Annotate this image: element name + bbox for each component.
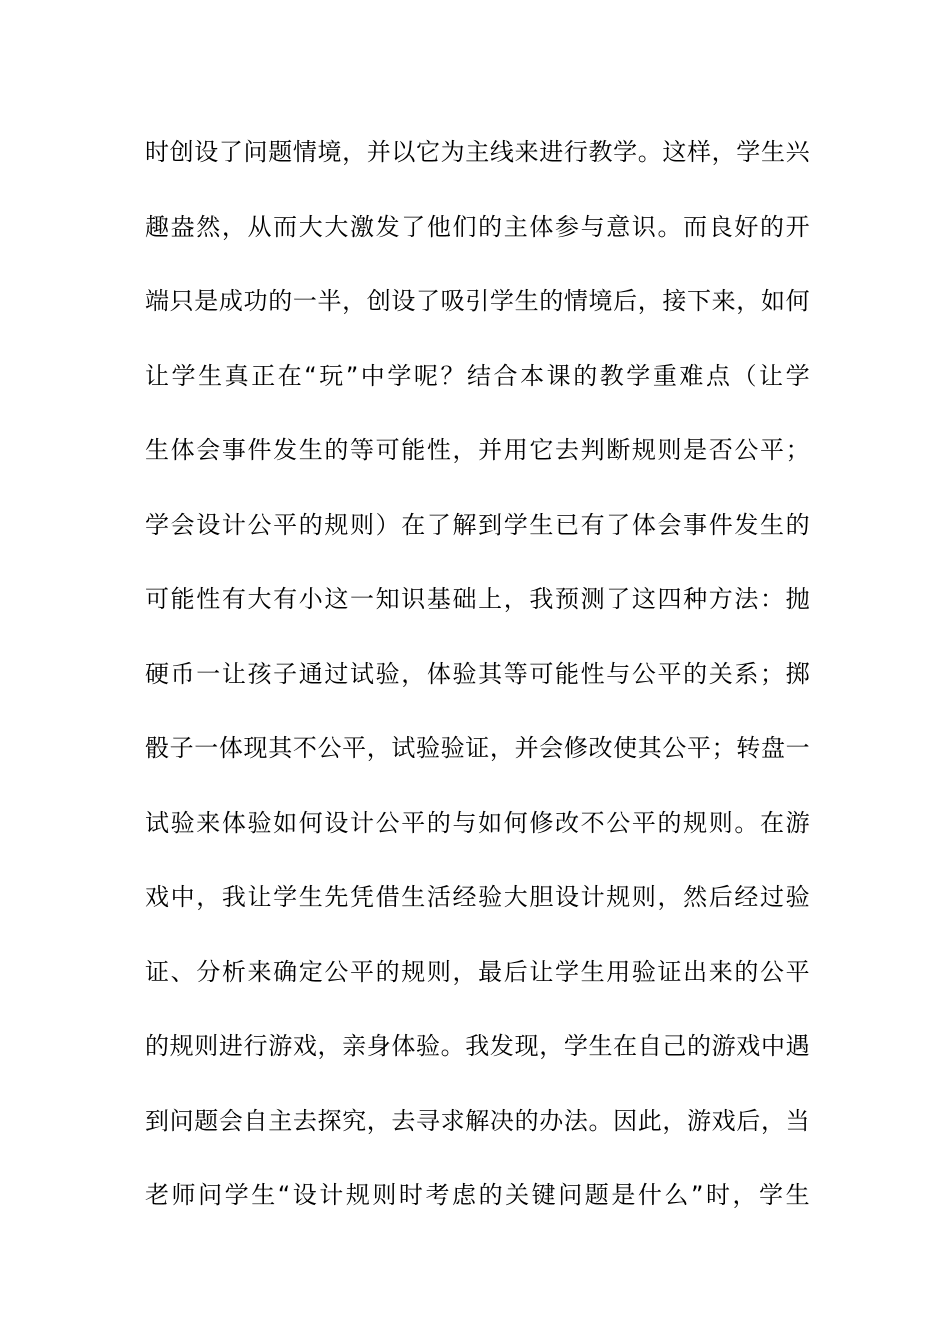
- body-paragraph: [145, 128, 810, 1246]
- text-line: 老师问学生“设计规则时考虑的关键问题是什么”时，学生: [145, 1181, 810, 1209]
- text-line: 硬币一让孩子通过试验，体验其等可能性与公平的关系；掷: [145, 659, 810, 688]
- text-line: 证、分析来确定公平的规则，最后让学生用验证出来的公平: [145, 957, 810, 986]
- text-line: 让学生真正在“玩”中学呢？结合本课的教学重难点（让学: [145, 361, 810, 390]
- text-line: 戏中，我让学生先凭借生活经验大胆设计规则，然后经过验: [145, 883, 810, 911]
- text-line: 学会设计公平的规则）在了解到学生已有了体会事件发生的: [145, 510, 810, 539]
- text-line: 到问题会自主去探究，去寻求解决的办法。因此，游戏后，当: [145, 1106, 810, 1135]
- text-line: 端只是成功的一半，创设了吸引学生的情境后，接下来，如何: [145, 287, 810, 315]
- text-line: 试验来体验如何设计公平的与如何修改不公平的规则。在游: [145, 808, 810, 837]
- text-line: 时创设了问题情境，并以它为主线来进行教学。这样，学生兴: [145, 138, 810, 166]
- text-line: 骰子一体现其不公平，试验验证，并会修改使其公平；转盘一: [145, 734, 810, 762]
- text-line: 的规则进行游戏，亲身体验。我发现，学生在自己的游戏中遇: [145, 1032, 810, 1060]
- text-line: 生体会事件发生的等可能性，并用它去判断规则是否公平；: [145, 436, 810, 464]
- text-line: 趣盎然，从而大大激发了他们的主体参与意识。而良好的开: [145, 212, 810, 241]
- text-line: 可能性有大有小这一知识基础上，我预测了这四种方法：抛: [145, 585, 810, 613]
